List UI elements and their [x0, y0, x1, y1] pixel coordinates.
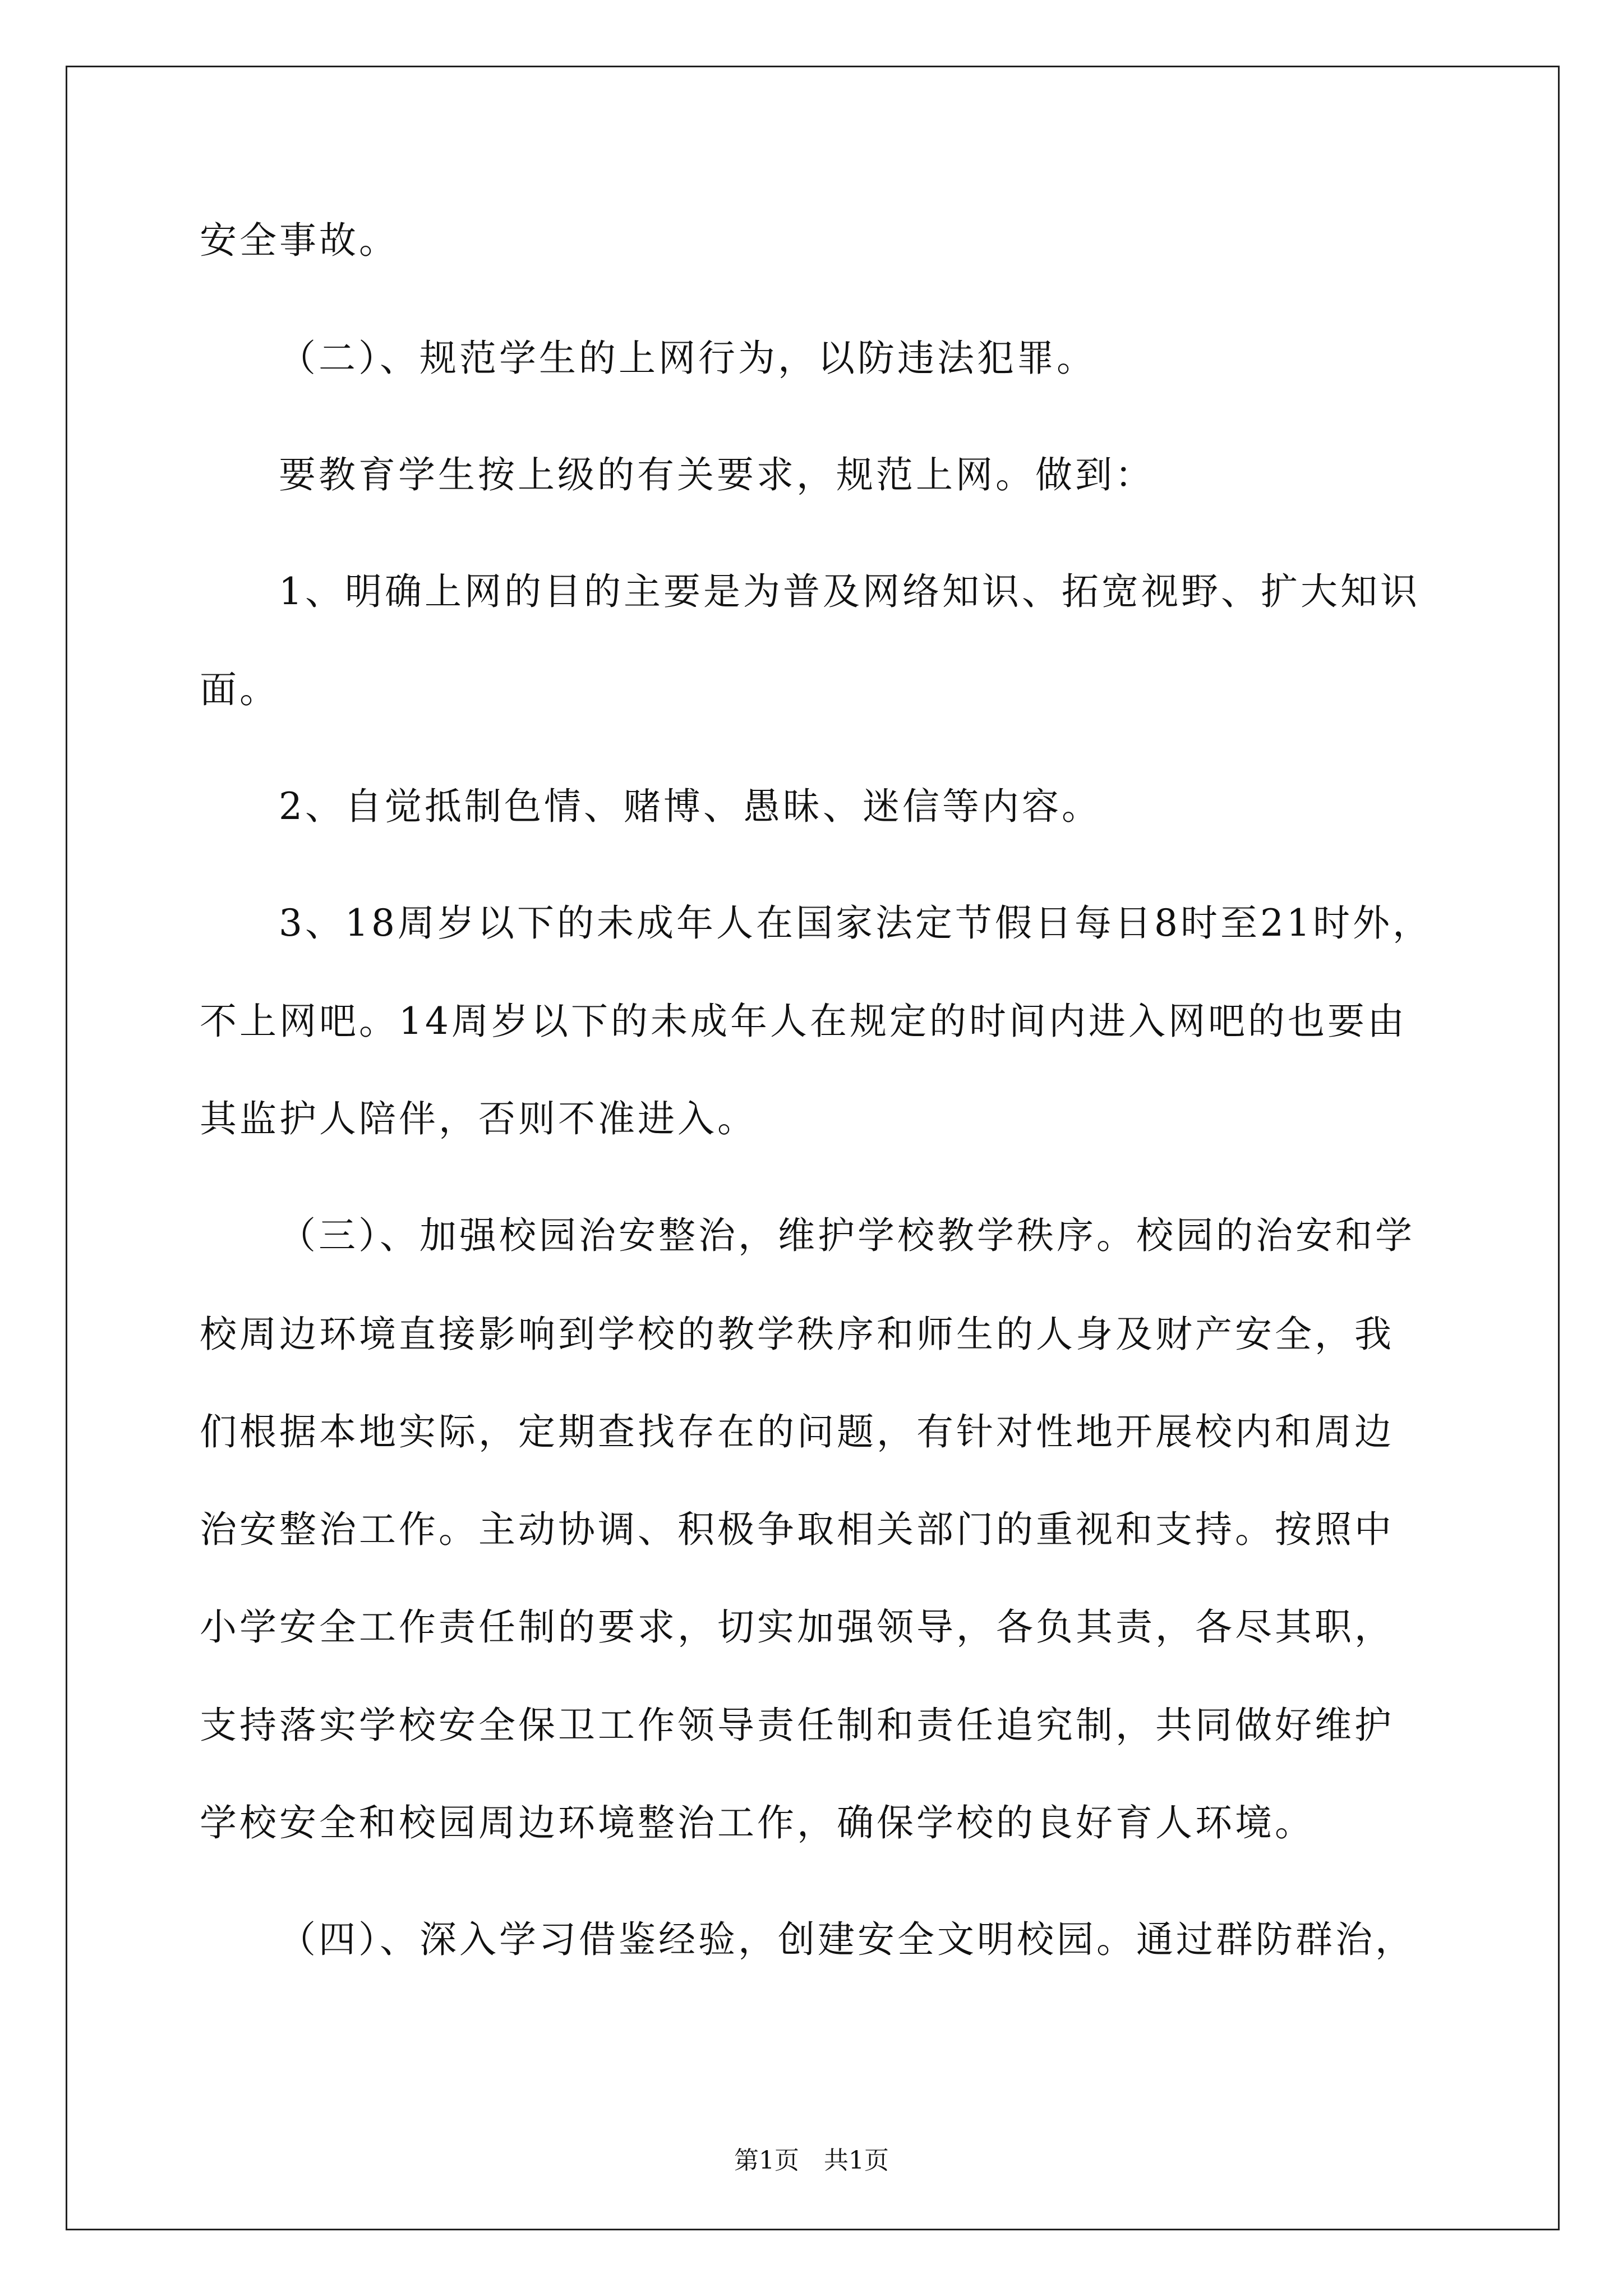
text-line: 其监护人陪伴，否则不准进入。: [200, 1097, 757, 1140]
text-line: 支持落实学校安全保卫工作领导责任制和责任追究制，共同做好维护: [200, 1704, 1394, 1747]
text-line: 2、自觉抵制色情、赌博、愚昧、迷信等内容。: [279, 785, 1101, 828]
text-line: 不上网吧。14周岁以下的未成年人在规定的时间内进入网吧的也要由: [200, 1000, 1407, 1043]
text-line: 3、18周岁以下的未成年人在国家法定节假日每日8时至21时外，: [279, 901, 1432, 945]
text-line: （二）、规范学生的上网行为，以防违法犯罪。: [279, 337, 1096, 380]
text-line: 们根据本地实际，定期查找存在的问题，有针对性地开展校内和周边: [200, 1410, 1394, 1453]
text-line: 要教育学生按上级的有关要求，规范上网。做到：: [279, 453, 1155, 496]
text-line: （四）、深入学习借鉴经验，创建安全文明校园。通过群防群治，: [279, 1918, 1415, 1961]
text-line: 小学安全工作责任制的要求，切实加强领导，各负其责，各尽其职，: [200, 1605, 1394, 1649]
text-line: 学校安全和校园周边环境整治工作，确保学校的良好育人环境。: [200, 1801, 1315, 1844]
page-footer: 第1页 共1页: [734, 2146, 889, 2175]
text-line: 治安整治工作。主动协调、积极争取相关部门的重视和支持。按照中: [200, 1508, 1394, 1551]
text-line: 校周边环境直接影响到学校的教学秩序和师生的人身及财产安全，我: [200, 1313, 1394, 1356]
text-line: 安全事故。: [200, 219, 399, 262]
text-line: （三）、加强校园治安整治，维护学校教学秩序。校园的治安和学: [279, 1214, 1415, 1257]
text-line: 面。: [200, 668, 279, 711]
text-line: 1、明确上网的目的主要是为普及网络知识、拓宽视野、扩大知识: [279, 570, 1420, 613]
page-border: [66, 66, 1560, 2230]
